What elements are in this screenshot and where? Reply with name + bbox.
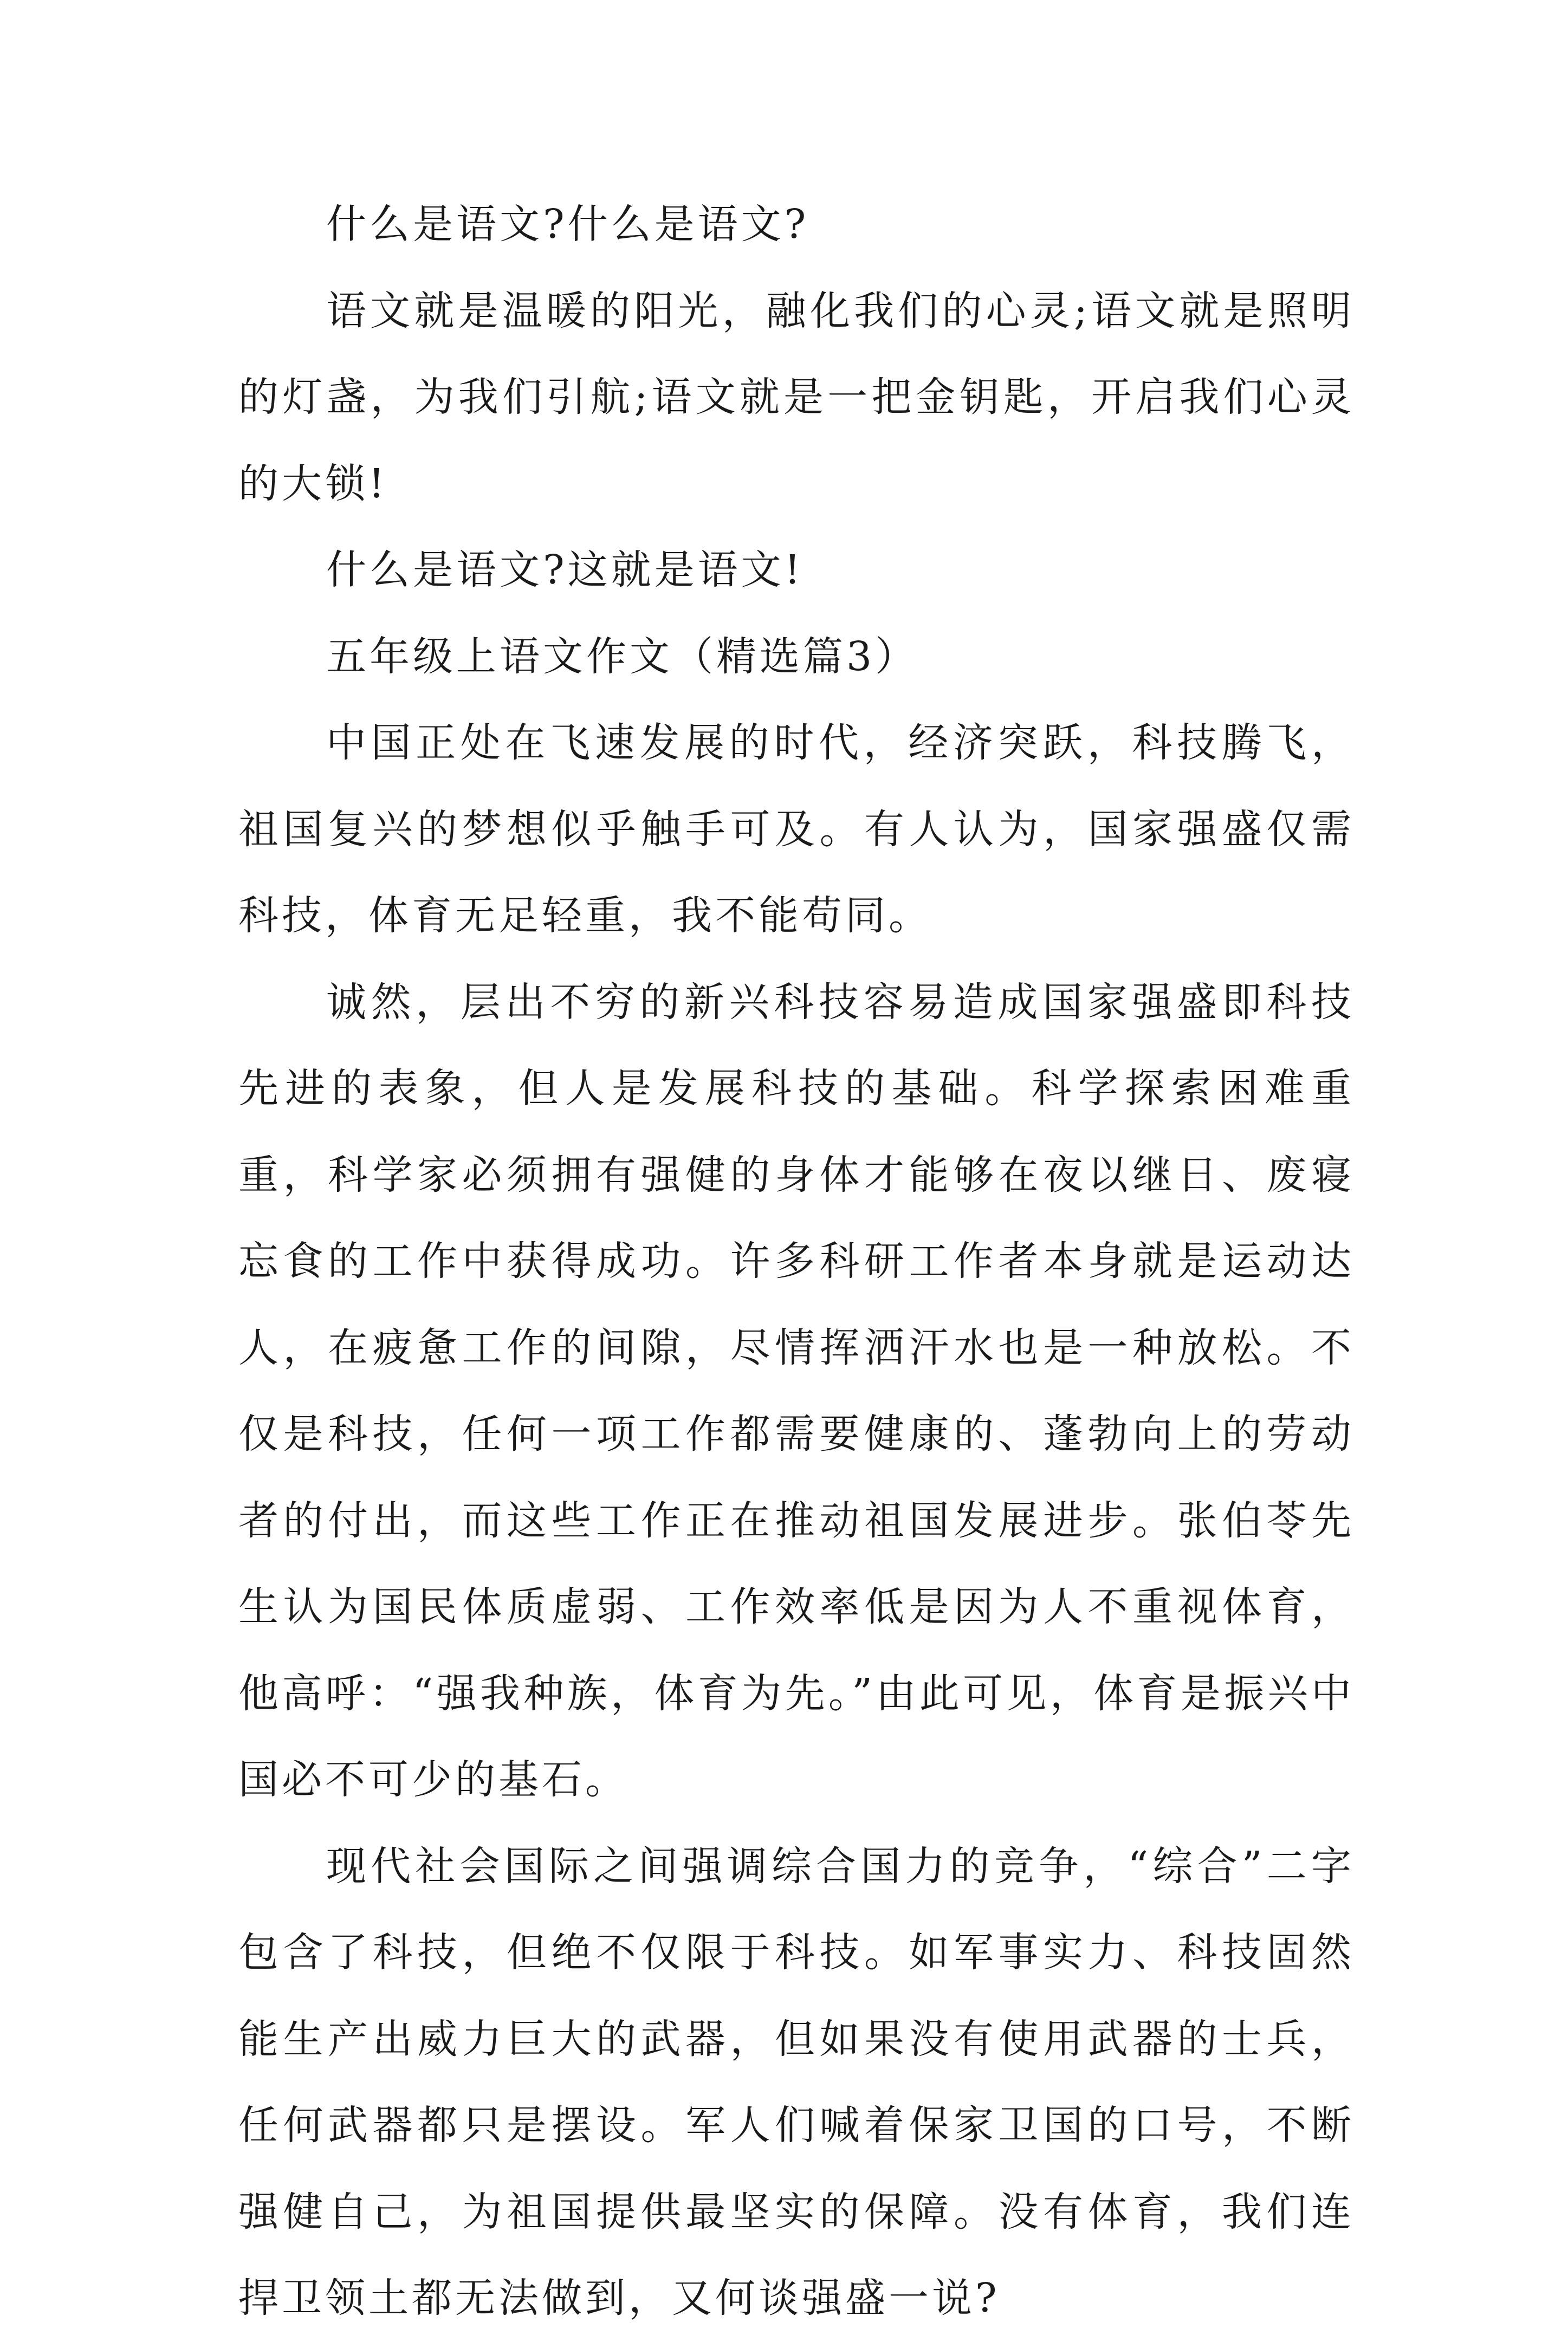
paragraph-4: 中国正处在飞速发展的时代，经济突跃，科技腾飞，祖国复兴的梦想似乎触手可及。有人认为，国家强盛仅需科技，体育无足轻重，我不能苟同。	[238, 719, 1355, 939]
section-heading: 五年级上语文作文（精选篇3）	[326, 633, 919, 680]
paragraph-2: 语文就是温暖的阳光，融化我们的心灵;语文就是照明的灯盏，为我们引航;语文就是一把金钥匙，开启我们心灵的大锁!	[238, 287, 1355, 507]
paragraph-1: 什么是语文?什么是语文?	[326, 201, 809, 248]
document-body	[238, 181, 1355, 2342]
paragraph-5: 诚然，层出不穷的新兴科技容易造成国家强盛即科技先进的表象，但人是发展科技的基础。科学探索困难重重，科学家必须拥有强健的身体才能够在夜以继日、废寝忘食的工作中获得成功。许多科研工作者本身就是运动达人，在疲惫工作的间隙，尽情挥洒汗水也是一种放松。不仅是科技，任何一项工作都需要健康的、蓬勃向上的劳动者的付出，而这些工作正在推动祖国发展进步。张伯苓先生认为国民体质虚弱、工作效率低是因为人不重视体育，他高呼：“强我种族，体育为先。”由此可见，体育是振兴中国必不可少的基石。	[238, 978, 1355, 1803]
paragraph-6: 现代社会国际之间强调综合国力的竞争，“综合”二字包含了科技，但绝不仅限于科技。如军事实力、科技固然能生产出威力巨大的武器，但如果没有使用武器的士兵，任何武器都只是摆设。军人们喊着保家卫国的口号，不断强健自己，为祖国提供最坚实的保障。没有体育，我们连捍卫领土都无法做到，又何谈强盛一说?	[238, 1843, 1355, 2321]
paragraph-3: 什么是语文?这就是语文!	[326, 547, 804, 593]
